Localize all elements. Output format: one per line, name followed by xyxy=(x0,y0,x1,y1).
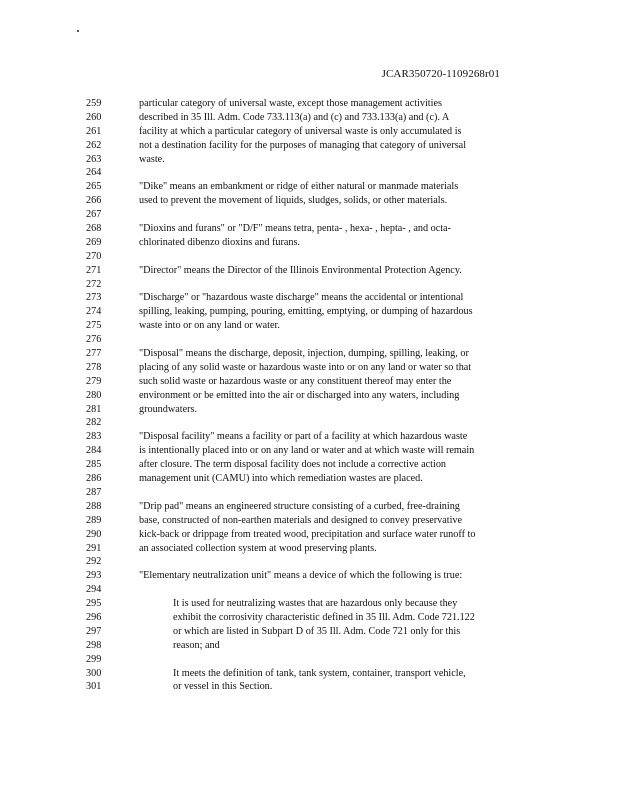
text-line xyxy=(0,236,618,250)
text-line xyxy=(0,305,618,319)
text-line xyxy=(0,278,618,292)
text-line xyxy=(0,153,618,167)
line-number: 269 xyxy=(86,236,102,248)
line-text: or vessel in this Section. xyxy=(173,681,273,693)
line-text: not a destination facility for the purposes of managing that category of universal xyxy=(139,139,467,151)
text-line xyxy=(0,264,618,278)
text-line xyxy=(0,361,618,375)
line-text: "Dioxins and furans" or "D/F" means tetra, penta- , hexa- , hepta- , and octa- xyxy=(139,223,451,235)
line-number: 291 xyxy=(86,542,102,554)
line-number: 265 xyxy=(86,181,102,193)
text-line xyxy=(0,430,618,444)
text-line xyxy=(0,389,618,403)
line-number: 282 xyxy=(86,417,102,429)
line-number: 273 xyxy=(86,292,102,304)
line-text: environment or be emitted into the air or discharged into any waters, including xyxy=(139,389,460,401)
text-line xyxy=(0,208,618,222)
text-line xyxy=(0,528,618,542)
line-number: 292 xyxy=(86,556,102,568)
line-number: 293 xyxy=(86,570,102,582)
text-line xyxy=(0,514,618,528)
text-line xyxy=(0,416,618,430)
text-line xyxy=(0,111,618,125)
text-line xyxy=(0,319,618,333)
text-line xyxy=(0,347,618,361)
text-line xyxy=(0,486,618,500)
line-text: "Discharge" or "hazardous waste discharge" means the accidental or intentional xyxy=(139,292,464,304)
line-number: 270 xyxy=(86,250,102,262)
text-line xyxy=(0,444,618,458)
text-line xyxy=(0,680,618,694)
text-line xyxy=(0,472,618,486)
text-line xyxy=(0,403,618,417)
line-number: 288 xyxy=(86,500,102,512)
text-line xyxy=(0,166,618,180)
line-text: It is used for neutralizing wastes that are hazardous only because they xyxy=(173,598,458,610)
text-line xyxy=(0,194,618,208)
line-text: placing of any solid waste or hazardous waste into or on any land or water so that xyxy=(139,361,472,373)
text-line xyxy=(0,569,618,583)
line-number: 281 xyxy=(86,403,102,415)
line-text: particular category of universal waste, except those management activities xyxy=(139,98,442,109)
text-line xyxy=(0,611,618,625)
text-line xyxy=(0,375,618,389)
line-text: is intentionally placed into or on any land or water and at which waste will remain xyxy=(139,445,475,457)
line-text: such solid waste or hazardous waste or any constituent thereof may enter the xyxy=(139,375,452,387)
line-text: It meets the definition of tank, tank system, container, transport vehicle, xyxy=(173,667,466,679)
line-number: 278 xyxy=(86,361,102,373)
text-line xyxy=(0,500,618,514)
line-text: "Elementary neutralization unit" means a device of which the following is true: xyxy=(139,570,463,582)
line-text: management unit (CAMU) into which remediation wastes are placed. xyxy=(139,473,423,485)
line-number: 259 xyxy=(86,98,102,109)
line-text: an associated collection system at wood preserving plants. xyxy=(139,542,377,554)
text-line xyxy=(0,667,618,681)
text-line xyxy=(0,291,618,305)
line-number: 297 xyxy=(86,625,102,637)
line-number: 301 xyxy=(86,681,102,693)
line-number: 274 xyxy=(86,306,102,318)
text-line xyxy=(0,222,618,236)
line-number: 261 xyxy=(86,125,102,137)
line-text: described in 35 Ill. Adm. Code 733.113(a) and (c) and 733.133(a) and (c). A xyxy=(139,111,450,123)
line-number: 263 xyxy=(86,153,102,165)
line-numbered-text xyxy=(0,97,618,694)
line-number: 294 xyxy=(86,584,102,596)
line-number: 290 xyxy=(86,528,102,540)
text-line xyxy=(0,555,618,569)
line-text: chlorinated dibenzo dioxins and furans. xyxy=(139,236,300,248)
line-text: kick-back or drippage from treated wood, precipitation and surface water runoff to xyxy=(139,528,476,540)
text-line xyxy=(0,542,618,556)
line-number: 262 xyxy=(86,139,102,151)
line-text: waste. xyxy=(139,153,165,165)
text-line xyxy=(0,125,618,139)
line-number: 286 xyxy=(86,473,102,485)
line-number: 277 xyxy=(86,348,102,360)
line-number: 289 xyxy=(86,514,102,526)
scan-speck xyxy=(77,30,79,32)
line-text: used to prevent the movement of liquids, sludges, solids, or other materials. xyxy=(139,195,448,207)
text-line xyxy=(0,625,618,639)
line-number: 284 xyxy=(86,445,102,457)
line-number: 300 xyxy=(86,667,102,679)
line-text: groundwaters. xyxy=(139,403,197,415)
line-number: 283 xyxy=(86,431,102,443)
line-text: base, constructed of non-earthen materials and designed to convey preservative xyxy=(139,514,463,526)
line-number: 279 xyxy=(86,375,102,387)
line-number: 271 xyxy=(86,264,102,276)
line-text: "Director" means the Director of the Illinois Environmental Protection Agency. xyxy=(139,264,462,276)
text-line xyxy=(0,97,618,111)
line-text: reason; and xyxy=(173,639,220,651)
line-number: 285 xyxy=(86,459,102,471)
text-line xyxy=(0,333,618,347)
line-number: 272 xyxy=(86,278,102,290)
text-line xyxy=(0,250,618,264)
text-line xyxy=(0,639,618,653)
text-line xyxy=(0,180,618,194)
line-number: 267 xyxy=(86,209,102,221)
line-number: 287 xyxy=(86,486,102,498)
text-line xyxy=(0,653,618,667)
text-line xyxy=(0,583,618,597)
text-line xyxy=(0,458,618,472)
line-text: "Disposal" means the discharge, deposit, injection, dumping, spilling, leaking, or xyxy=(139,348,469,360)
line-number: 266 xyxy=(86,195,102,207)
line-text: facility at which a particular category of universal waste is only accumulated is xyxy=(139,125,462,137)
line-number: 280 xyxy=(86,389,102,401)
line-text: spilling, leaking, pumping, pouring, emitting, emptying, or dumping of hazardous xyxy=(139,306,473,318)
line-number: 296 xyxy=(86,611,102,623)
line-number: 268 xyxy=(86,223,102,235)
line-text: waste into or on any land or water. xyxy=(139,320,280,332)
line-text: or which are listed in Subpart D of 35 Ill. Adm. Code 721 only for this xyxy=(173,625,461,637)
line-text: "Disposal facility" means a facility or part of a facility at which hazardous waste xyxy=(139,431,468,443)
text-line xyxy=(0,597,618,611)
document-id: JCAR350720-1109268r01 xyxy=(381,68,500,80)
line-text: after closure. The term disposal facility does not include a corrective action xyxy=(139,459,447,471)
line-number: 295 xyxy=(86,598,102,610)
line-number: 260 xyxy=(86,111,102,123)
line-text: "Drip pad" means an engineered structure consisting of a curbed, free-draining xyxy=(139,500,460,512)
line-number: 276 xyxy=(86,334,102,346)
line-number: 275 xyxy=(86,320,102,332)
line-number: 264 xyxy=(86,167,102,179)
line-text: "Dike" means an embankment or ridge of either natural or manmade materials xyxy=(139,181,459,193)
line-number: 299 xyxy=(86,653,102,665)
line-number: 298 xyxy=(86,639,102,651)
text-line xyxy=(0,139,618,153)
line-text: exhibit the corrosivity characteristic defined in 35 Ill. Adm. Code 721.122 xyxy=(173,611,475,623)
